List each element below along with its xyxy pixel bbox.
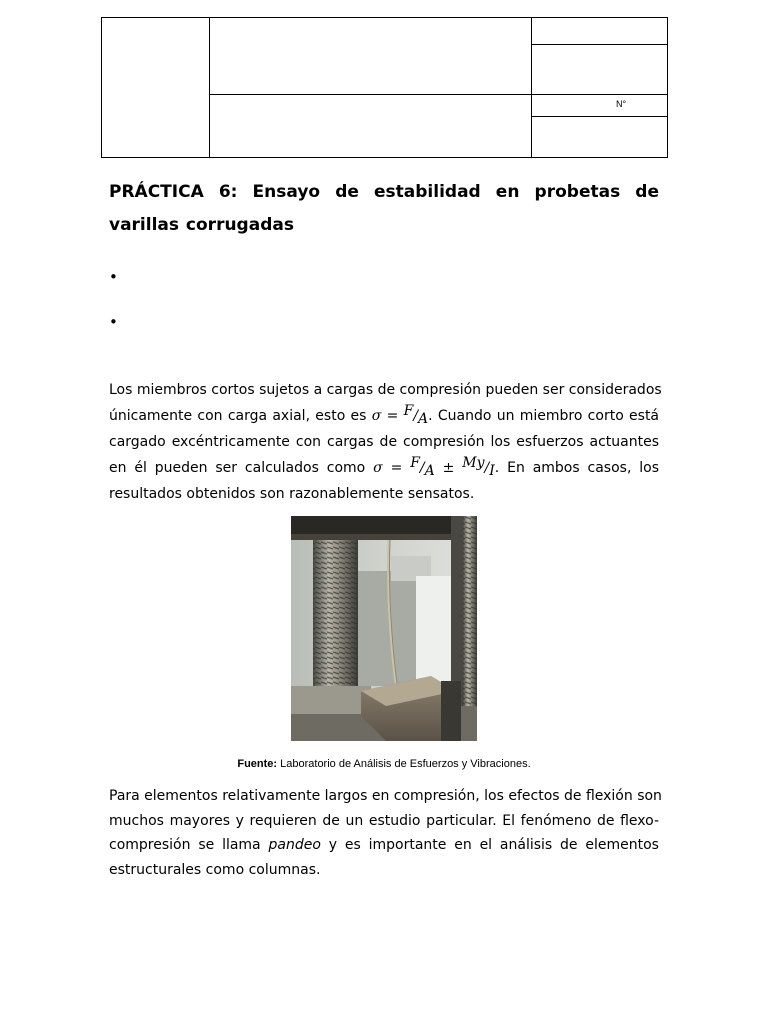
formula-symbol: A xyxy=(418,411,429,427)
paragraph-line: estructurales como columnas. xyxy=(109,861,321,878)
formula-symbol: / xyxy=(413,408,419,424)
text-run: . En ambos casos, los xyxy=(494,460,660,476)
formula-axial xyxy=(372,403,428,427)
paragraph-line xyxy=(109,403,659,429)
formula-symbol: / xyxy=(419,460,425,476)
formula-symbol: F xyxy=(410,455,420,471)
text-run: y es importante en el análisis de elementos xyxy=(328,837,659,853)
paragraph-line: Para elementos relativamente largos en compresión, los efectos de flexión son xyxy=(109,788,662,804)
paragraph-line xyxy=(109,455,659,481)
text-run: . Cuando un miembro corto está xyxy=(428,408,660,424)
formula-symbol: My xyxy=(462,455,485,471)
table-divider-right xyxy=(531,17,532,158)
formula-symbol: σ xyxy=(373,460,383,476)
formula-symbol: F xyxy=(403,403,414,419)
caption-source-text: Laboratorio de Análisis de Esfuerzos y Vibraciones. xyxy=(277,758,531,770)
table-border-left xyxy=(101,17,102,158)
page-title: PRÁCTICA 6: Ensayo de estabilidad en probetas de varillas corrugadas xyxy=(109,182,659,235)
paragraph-line xyxy=(109,833,659,858)
formula-eccentric xyxy=(373,455,495,479)
paragraph-intro xyxy=(109,377,662,507)
text-run: únicamente con carga axial, esto es xyxy=(109,408,367,424)
table-divider-logo xyxy=(209,17,210,158)
table-border-right xyxy=(667,17,668,158)
number-label: N° xyxy=(616,99,627,109)
paragraph-buckling xyxy=(109,784,662,882)
formula-symbol: A xyxy=(424,463,435,479)
table-divider-r3 xyxy=(531,116,668,117)
test-specimen-photo xyxy=(291,516,477,741)
formula-symbol: = xyxy=(386,408,399,424)
paragraph-line: muchos mayores y requieren de un estudio particular. El fenómeno de flexo- xyxy=(109,812,659,829)
formula-symbol: ± xyxy=(442,460,455,476)
table-divider-middle xyxy=(209,94,668,95)
table-divider-r1 xyxy=(531,44,668,45)
document-header-table xyxy=(101,17,668,158)
formula-symbol: / xyxy=(484,460,490,476)
paragraph-line: cargado excéntricamente con cargas de compresión los esfuerzos actuantes xyxy=(109,434,659,450)
text-run: en él pueden ser calculados como xyxy=(109,460,366,476)
bullet-2: • xyxy=(109,313,118,331)
figure-caption xyxy=(0,758,768,770)
caption-source-label: Fuente: xyxy=(237,758,278,770)
text-run: compresión se llama xyxy=(109,837,261,853)
paragraph-line: resultados obtenidos son razonablemente sensatos. xyxy=(109,486,475,502)
table-border-top xyxy=(101,17,668,18)
bullet-1: • xyxy=(109,268,118,286)
paragraph-line: Los miembros cortos sujetos a cargas de compresión pueden ser considerados xyxy=(109,382,662,398)
formula-symbol: I xyxy=(489,463,495,479)
emphasis-term: pandeo xyxy=(268,837,321,853)
table-border-bottom xyxy=(101,157,668,158)
formula-symbol: = xyxy=(390,460,403,476)
formula-symbol: σ xyxy=(371,408,382,424)
